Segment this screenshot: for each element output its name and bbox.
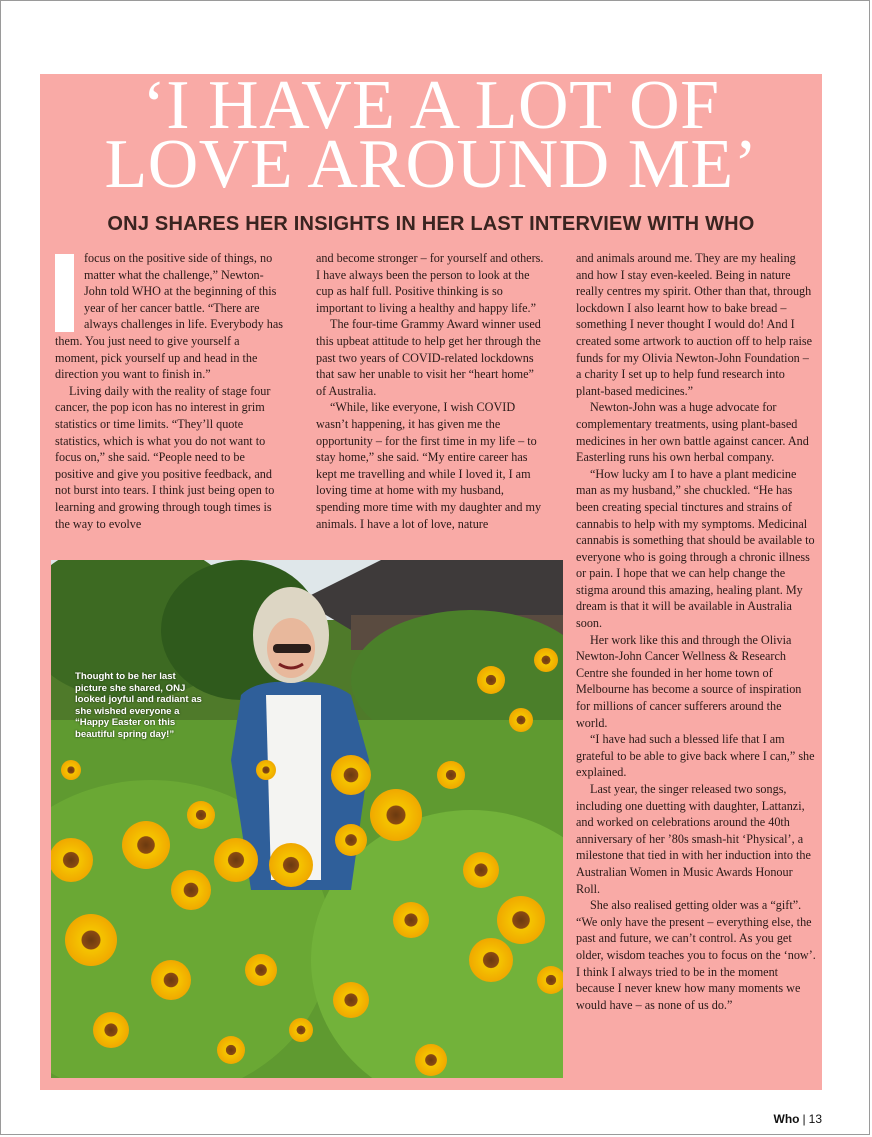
body-paragraph: focus on the positive side of things, no matter what the challenge,” Newton-John told WHO at the beginning of this year of her cancer battle. “There are always challenges in life. Everybody has them. You just need to give yourself a moment, pick yourself up and head in the direction you want to finish in.” — [55, 251, 283, 382]
body-paragraph: “How lucky am I to have a plant medicine man as my husband,” she chuckled. “He has been creating special tinctures and strains of cannabis to help with my symptoms. Medicinal cannabis is something that should be available to everyone who is going through a chronic illness or pain. I hope that we can help change the stigma around this amazing, healing plant. My dream is that it will be available in Australia soon. — [576, 466, 815, 631]
body-paragraph: and animals around me. They are my healing and how I stay even-keeled. Being in nature really centres my spirit. Other than that, through lockdown I also learnt how to bake bread – something I never thought I would do! And I created some artwork to auction off to help raise funds for my Olivia Newton-John Foundation – a charity I set up to help fund research into plant-based medicines.” — [576, 251, 812, 398]
headline — [40, 67, 822, 203]
article-column-3 — [576, 250, 816, 1013]
article-panel — [40, 67, 822, 1090]
article-column-2 — [316, 250, 546, 532]
page-footer — [774, 1112, 822, 1126]
article-column-1 — [55, 250, 285, 532]
page-number: 13 — [808, 1112, 822, 1126]
magazine-brand: Who — [773, 1112, 800, 1126]
body-paragraph: and become stronger – for yourself and others. I have always been the person to look at the cup as half full. Positive thinking is so important to living a healthy and happy life.” — [316, 251, 544, 315]
body-paragraph: The four-time Grammy Award winner used this upbeat attitude to help get her through the past two years of COVID-related lockdowns that saw her unable to visit her “heart home” of Australia. — [316, 317, 541, 398]
headline-line-1: ‘I HAVE A LOT OF — [142, 67, 720, 144]
photo-illustration — [51, 560, 563, 1078]
photo-caption: Thought to be her last picture she shared, ONJ looked joyful and radiant as she wished everyone a “Happy Easter on this beautiful spring day!” — [75, 671, 202, 740]
body-paragraph: “While, like everyone, I wish COVID wasn’t happening, it has given me the opportunity – for the first time in my life – to stay home,” she said. “My entire career has kept me travelling and while I loved it, I am loving time at home with my husband, spending more time with my daughter and my animals. I have a lot of love, nature — [316, 400, 542, 531]
dropcap-letter — [55, 254, 74, 332]
subheadline: ONJ SHARES HER INSIGHTS IN HER LAST INTERVIEW WITH WHO — [107, 213, 755, 235]
body-paragraph: Her work like this and through the Olivia Newton-John Cancer Wellness & Research Centre she founded in her home town of Melbourne has become a source of inspiration for millions of cancer sufferers around the world. — [576, 632, 802, 730]
body-paragraph: Living daily with the reality of stage four cancer, the pop icon has no interest in grim statistics or time limits. “They’ll quote statistics, which is what you do not want to focus on,” she said. “People need to be positive and give you positive feedback, and not burst into tears. I think just being open to learning and growing through tough times is the way to evolve — [55, 383, 275, 531]
body-paragraph: Newton-John was a huge advocate for complementary treatments, using plant-based medicines in her own battle against cancer. And Easterling runs his own herbal company. — [576, 400, 809, 465]
sunflower-garden-photo — [51, 560, 563, 1078]
body-paragraph: She also realised getting older was a “gift”. “We only have the present – everything else, the past and future, we can’t control. As you get older, wisdom teaches you to focus on the ‘now’. I think I always tried to be in the moment because I never knew how many moments we would have – as none of us do.” — [576, 898, 816, 1012]
body-paragraph: Last year, the singer released two songs, including one duetting with daughter, Lattanzi, and worked on celebrations around the 40th anniversary of her ’80s smash-hit ‘Physical’, a milestone that tied in with her induction into the Australian Women in Music Awards Honour Roll. — [576, 782, 811, 896]
body-paragraph: “I have had such a blessed life that I am grateful to be able to give back where I can,” she explained. — [576, 732, 815, 780]
footer-separator: | — [802, 1112, 806, 1126]
headline-line-2: LOVE AROUND ME’ — [104, 126, 758, 203]
